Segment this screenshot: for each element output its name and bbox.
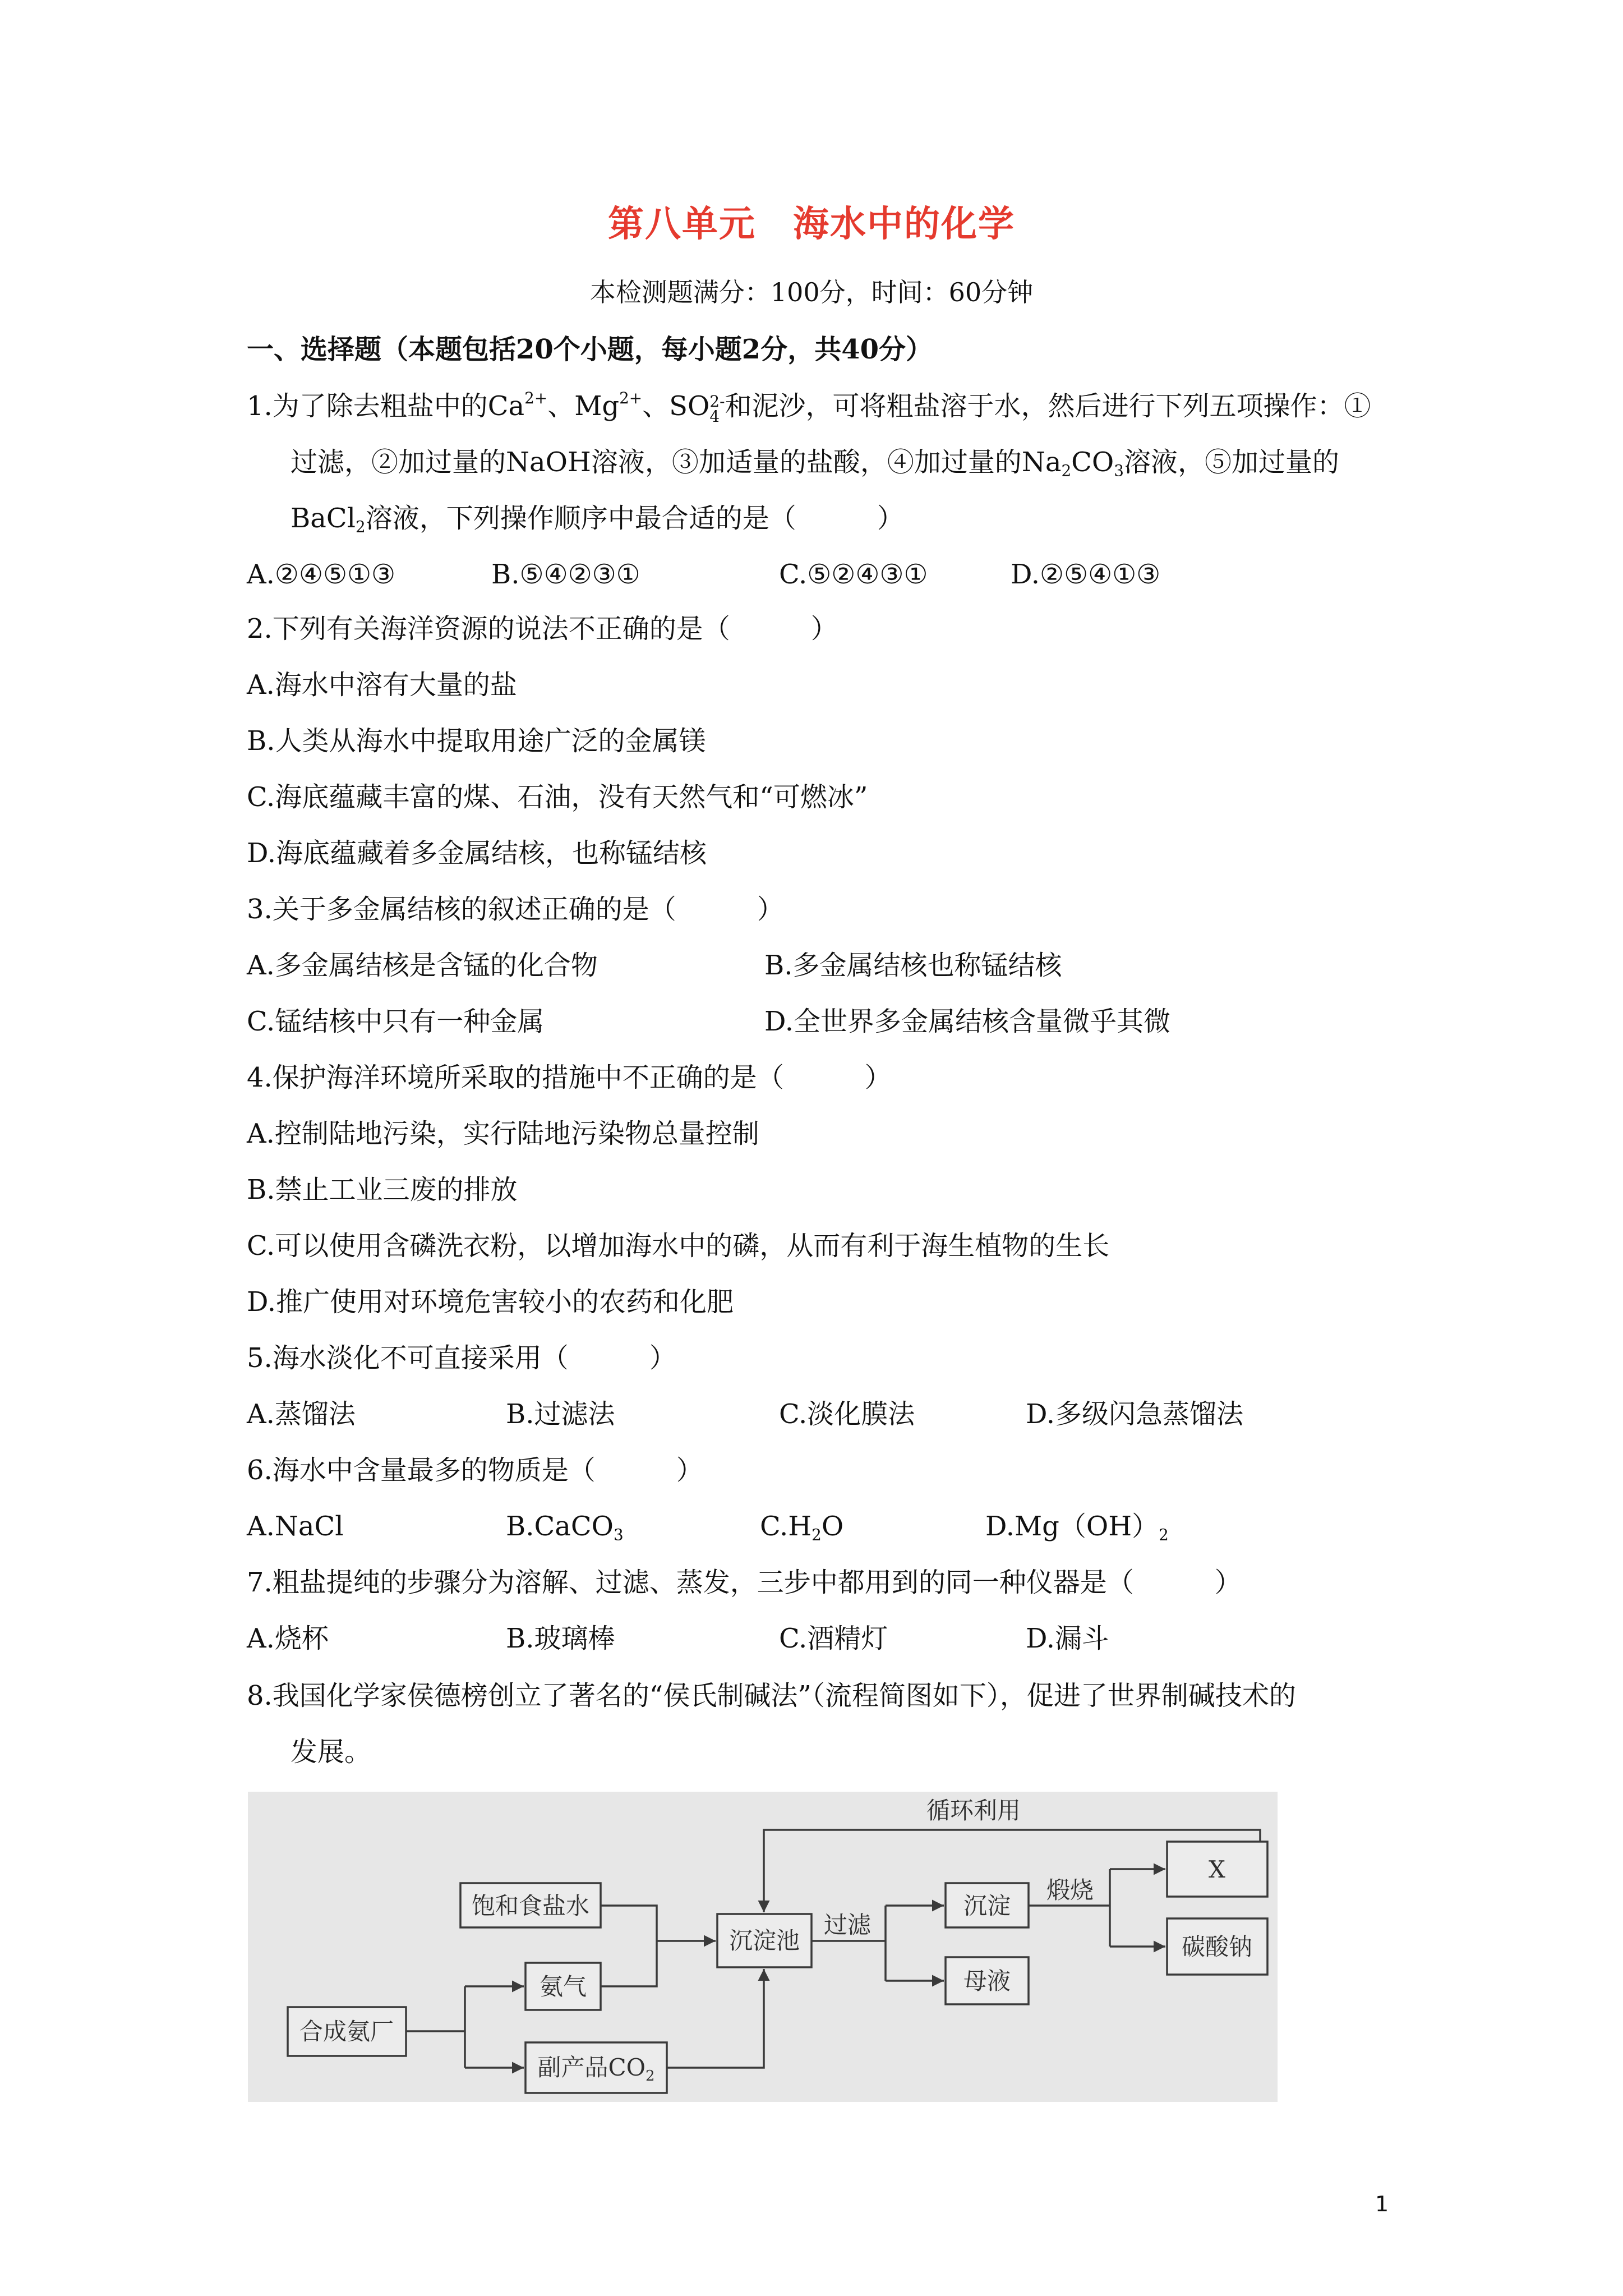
page-subtitle: 本检测题满分：100分，时间：60分钟 [589,277,1034,307]
q1-option-c: C.⑤②④③① [779,559,928,590]
hou-process-flow-diagram [248,1792,1278,2102]
q1-text-c: 、SO [642,390,710,422]
product-x-label: X [1209,1856,1225,1883]
sodium-carbonate-label: 碳酸钠 [1181,1933,1253,1961]
calcine-label: 煅烧 [1046,1876,1094,1904]
q1-text-a: 1.为了除去粗盐中的Ca [247,390,525,422]
q6-option-c-subscript: 2 [811,1525,822,1544]
q6-option-c [760,1498,843,1554]
mg-charge: 2+ [619,389,643,408]
q1-text-d: 和泥沙，可将粗盐溶于水，然后进行下列五项操作：① [725,390,1371,422]
recycle-label: 循环利用 [926,1797,1021,1824]
q1-option-a: A.②④⑤①③ [247,559,396,590]
q1-text-b: 、Mg [547,390,620,422]
q6-option-d-text: D.Mg（OH） [985,1511,1159,1542]
ammonia-plant-label: 合成氨厂 [299,2018,394,2045]
q1-option-b: B.⑤④②③① [491,559,640,590]
page-number: 1 [1375,2192,1389,2216]
q2-option-c: C.海底蕴藏丰富的煤、石油，没有天然气和“可燃冰” [247,781,868,813]
section-heading: 一、选择题（本题包括20个小题，每小题2分，共40分） [247,334,933,365]
sulfate-subscript: 4 [709,407,720,426]
q5-option-b: B.过滤法 [506,1398,615,1430]
cl-subscript: 2 [355,517,366,536]
q1-stem-line-1 [247,378,1371,434]
q6-option-d [985,1498,1169,1554]
q5-option-d: D.多级闪急蒸馏法 [1026,1398,1244,1430]
q3-option-b: B.多金属结核也称锰结核 [764,950,1062,981]
page-title: 第八单元 海水中的化学 [608,203,1015,245]
q6-stem: 6.海水中含量最多的物质是（ ） [247,1455,703,1486]
byproduct-co2-label [537,2054,654,2085]
q4-stem: 4.保护海洋环境所采取的措施中不正确的是（ ） [247,1062,892,1093]
byproduct-co2-text: 副产品CO [537,2054,646,2081]
q5-option-c: C.淡化膜法 [779,1398,915,1430]
q1-line3-text-a: BaCl [291,503,356,534]
q1-line2-text-b: CO [1071,447,1114,478]
precipitate-label: 沉淀 [963,1892,1011,1920]
q7-option-c: C.酒精灯 [779,1623,888,1654]
q1-option-d: D.②⑤④①③ [1011,559,1161,590]
q1-stem-line-2 [291,434,1339,490]
q7-option-d: D.漏斗 [1026,1623,1109,1654]
q3-stem: 3.关于多金属结核的叙述正确的是（ ） [247,894,784,925]
saturated-brine-label: 饱和食盐水 [471,1892,590,1920]
q2-option-d: D.海底蕴藏着多金属结核，也称锰结核 [247,838,707,869]
q7-stem: 7.粗盐提纯的步骤分为溶解、过滤、蒸发，三步中都用到的同一种仪器是（ ） [247,1567,1242,1598]
q3-option-a: A.多金属结核是含锰的化合物 [247,950,598,981]
co-subscript: 3 [1114,461,1124,480]
q4-option-c: C.可以使用含磷洗衣粉，以增加海水中的磷，从而有利于海生植物的生长 [247,1230,1110,1262]
q2-option-a: A.海水中溶有大量的盐 [247,669,517,701]
settling-tank-label: 沉淀池 [728,1927,800,1954]
q2-option-b: B.人类从海水中提取用途广泛的金属镁 [247,725,706,757]
q3-option-d: D.全世界多金属结核含量微乎其微 [764,1006,1171,1037]
q3-option-c: C.锰结核中只有一种金属 [247,1006,545,1037]
q4-option-b: B.禁止工业三废的排放 [247,1174,518,1205]
q6-option-a: A.NaCl [247,1511,344,1542]
filter-label: 过滤 [823,1911,872,1939]
q1-line3-text-b: 溶液，下列操作顺序中最合适的是（ ） [365,503,904,534]
q4-option-a: A.控制陆地污染，实行陆地污染物总量控制 [247,1118,759,1149]
q6-option-b-text: B.CaCO [506,1511,614,1542]
q5-stem: 5.海水淡化不可直接采用（ ） [247,1342,676,1374]
q6-option-c-text: C.H [760,1511,812,1542]
na-subscript: 2 [1061,461,1072,480]
q7-option-b: B.玻璃棒 [506,1623,615,1654]
q2-stem: 2.下列有关海洋资源的说法不正确的是（ ） [247,613,838,645]
q7-option-a: A.烧杯 [247,1623,329,1654]
q5-option-a: A.蒸馏法 [247,1398,356,1430]
q6-option-d-subscript: 2 [1159,1525,1169,1544]
q6-option-b-subscript: 3 [613,1525,624,1544]
sulfate-index-stack [709,394,725,424]
q8-stem-line-2: 发展。 [291,1736,372,1768]
q1-line2-text-a: 过滤，②加过量的NaOH溶液，③加适量的盐酸，④加过量的Na [291,447,1062,478]
mother-liquor-label: 母液 [963,1967,1011,1995]
q6-option-c-tail: O [821,1511,844,1542]
q1-stem-line-3 [291,490,904,546]
sulfate-charge: 2- [709,392,725,411]
ca-charge: 2+ [524,389,548,408]
q6-option-b [506,1498,624,1554]
q4-option-d: D.推广使用对环境危害较小的农药和化肥 [247,1286,734,1318]
q1-line2-text-c: 溶液，⑤加过量的 [1123,447,1339,478]
q8-stem-line-1: 8.我国化学家侯德榜创立了著名的“侯氏制碱法”（流程简图如下），促进了世界制碱技术的 [247,1680,1296,1711]
byproduct-co2-subscript: 2 [645,2068,655,2085]
ammonia-label: 氨气 [539,1973,587,2000]
